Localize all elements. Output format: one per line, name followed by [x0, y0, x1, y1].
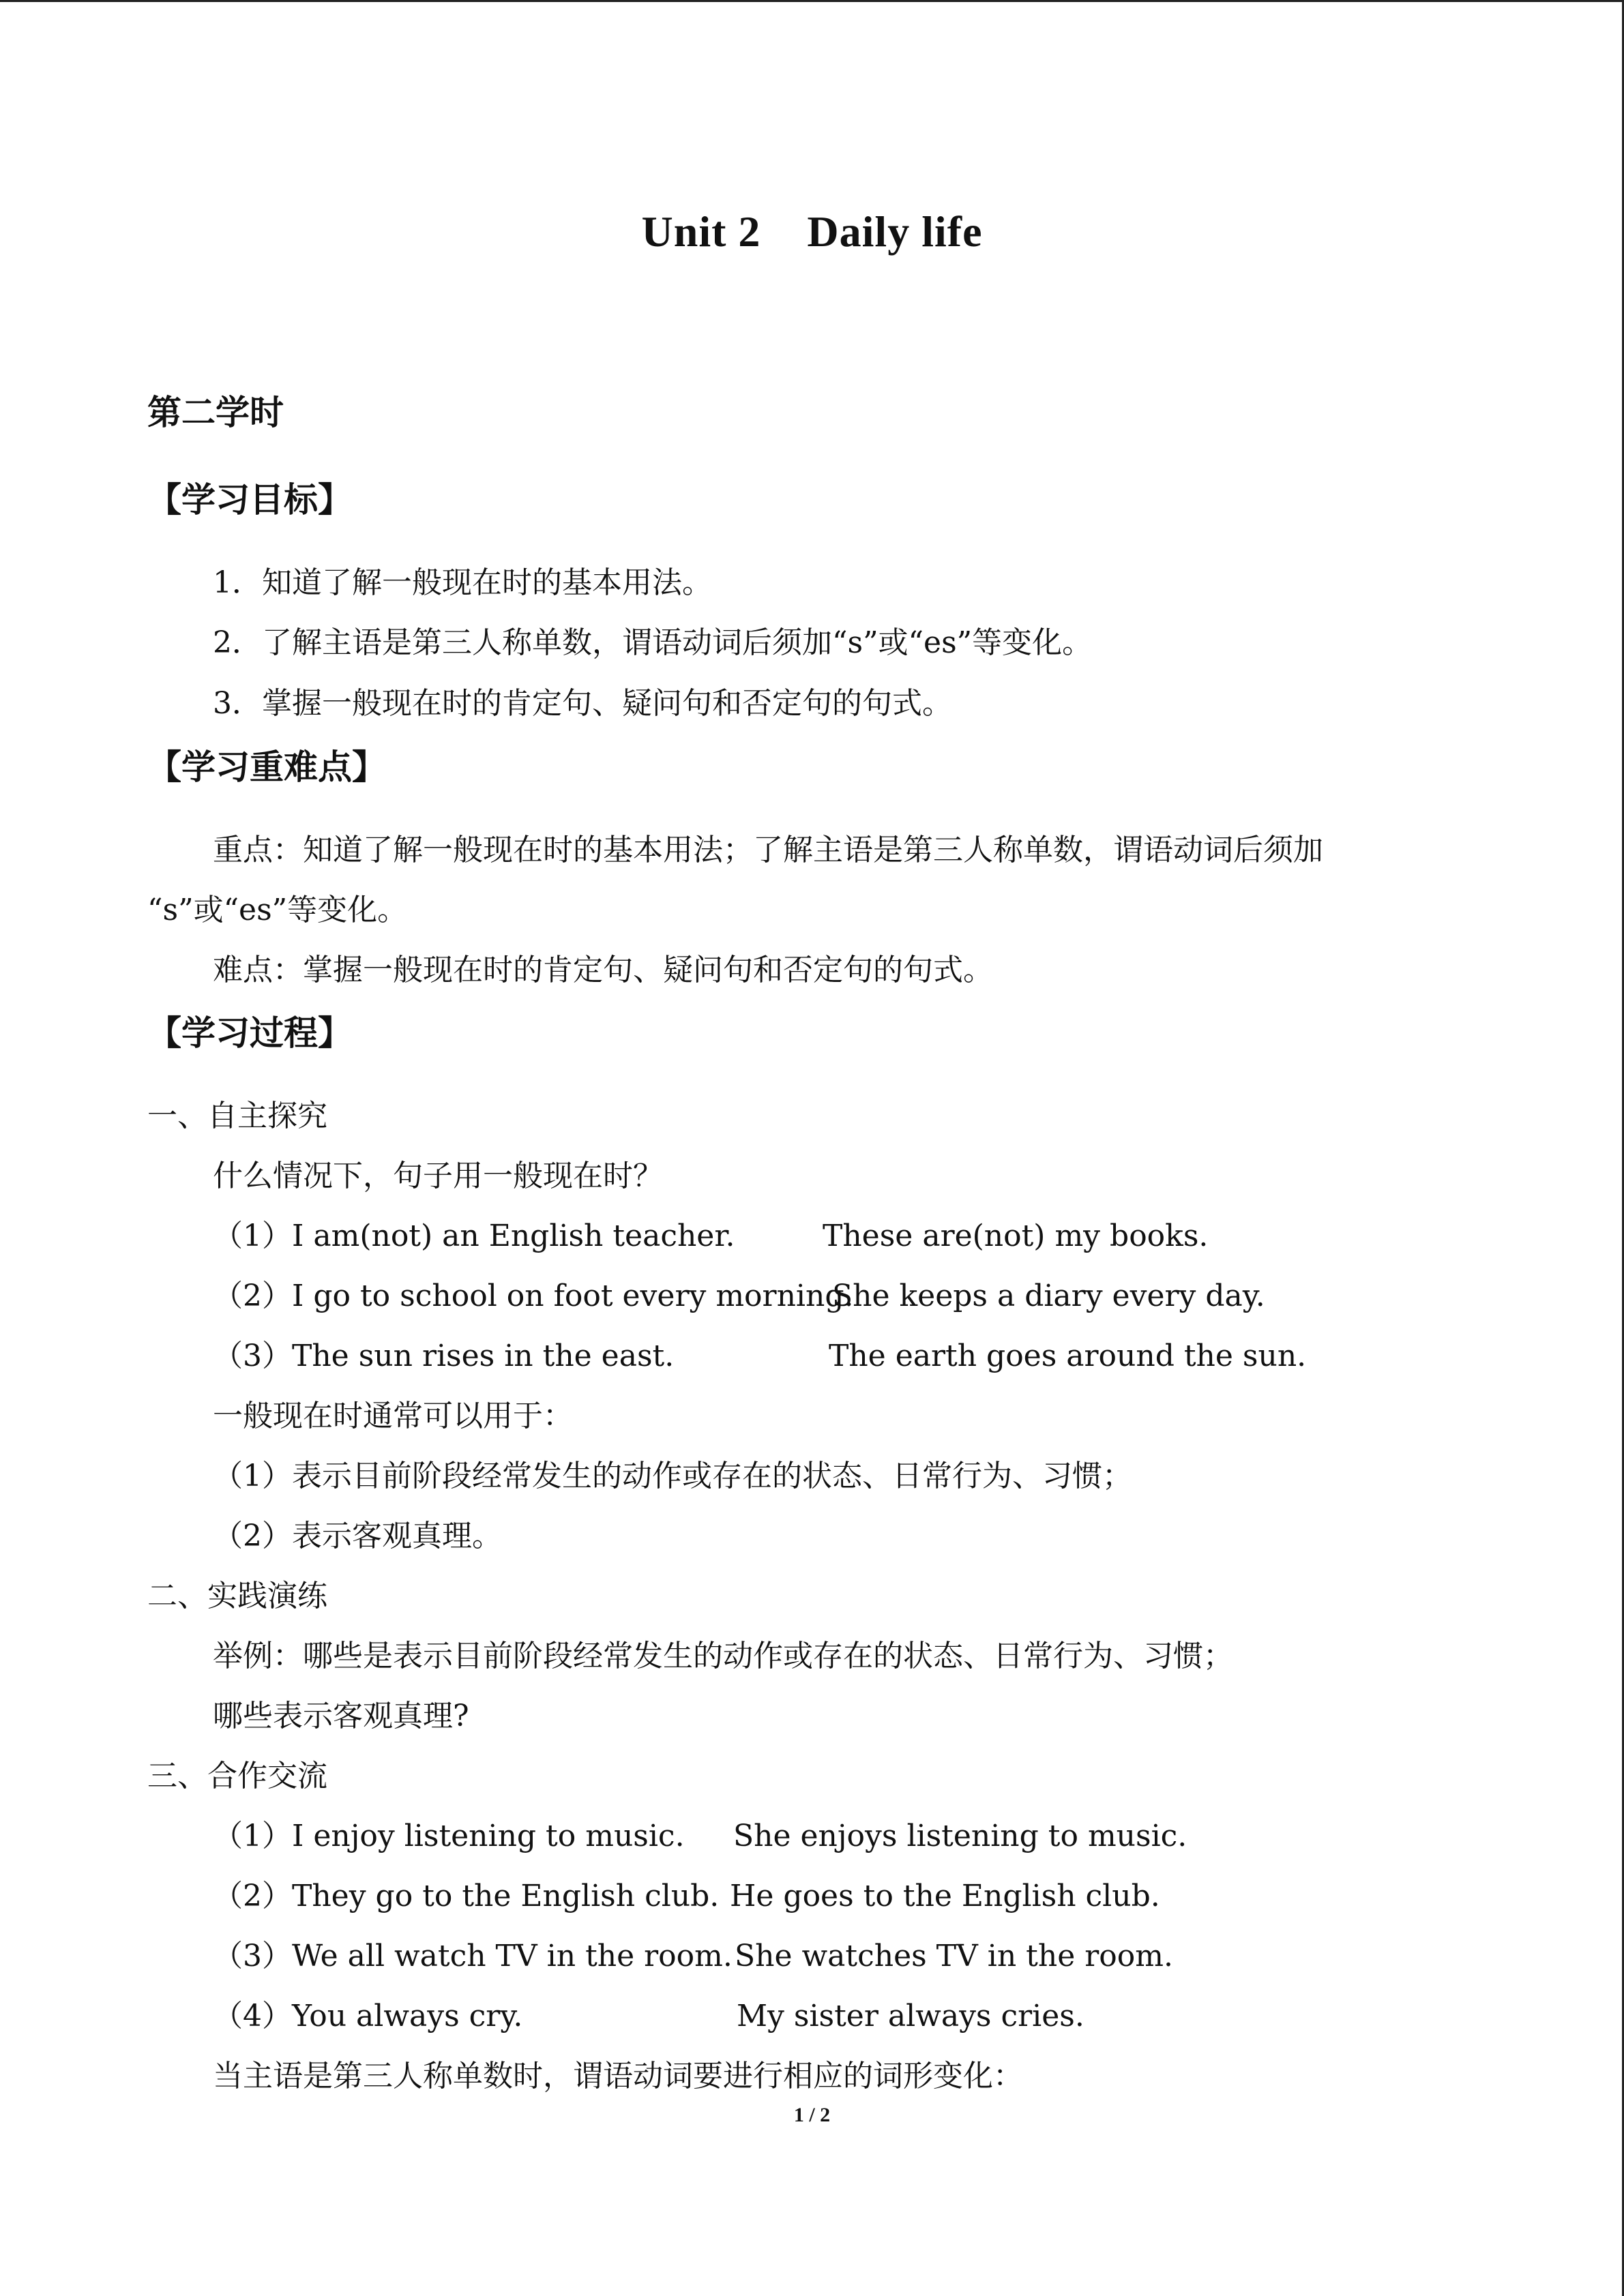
example-left: （2）They go to the English club. — [213, 1879, 720, 1913]
example-left: （1）I enjoy listening to music. — [213, 1819, 685, 1853]
usage-item: （2）表示客观真理。 — [213, 1519, 502, 1553]
part2-heading: 二、实践演练 — [147, 1579, 327, 1613]
example-right: My sister always cries. — [737, 1999, 1084, 2033]
goals-heading: 【学习目标】 — [147, 479, 352, 520]
difficulty-text: 难点：掌握一般现在时的肯定句、疑问句和否定句的句式。 — [213, 953, 993, 987]
example-left: （3）The sun rises in the east. — [213, 1339, 675, 1373]
page-indicator: 1 / 2 — [793, 2104, 831, 2126]
example-left: （3）We all watch TV in the room. — [213, 1939, 733, 1973]
process-heading: 【学习过程】 — [147, 1013, 352, 1053]
focus-text-continued: “s”或“es”等变化。 — [147, 893, 408, 927]
example-right: She keeps a diary every day. — [832, 1279, 1265, 1313]
example-right: The earth goes around the sun. — [829, 1339, 1307, 1373]
example-right: She watches TV in the room. — [735, 1939, 1173, 1973]
part1-question: 什么情况下，句子用一般现在时？ — [213, 1159, 663, 1193]
part1-heading: 一、自主探究 — [147, 1099, 327, 1133]
part2-text: 哪些表示客观真理? — [213, 1699, 469, 1733]
part3-conclusion: 当主语是第三人称单数时，谓语动词要进行相应的词形变化： — [213, 2059, 1023, 2093]
part2-text: 举例：哪些是表示目前阶段经常发生的动作或存在的状态、日常行为、习惯； — [213, 1639, 1233, 1673]
example-left: （1）I am(not) an English teacher. — [213, 1219, 735, 1253]
lesson-label: 第二学时 — [147, 392, 284, 432]
part3-heading: 三、合作交流 — [147, 1759, 327, 1793]
example-right: These are(not) my books. — [823, 1219, 1209, 1253]
focus-text: 重点：知道了解一般现在时的基本用法；了解主语是第三人称单数，谓语动词后须加 — [213, 833, 1323, 867]
example-left: （2）I go to school on foot every morning. — [213, 1279, 854, 1313]
usage-intro: 一般现在时通常可以用于： — [213, 1399, 573, 1433]
goal-item: 1．知道了解一般现在时的基本用法。 — [213, 565, 712, 600]
goal-item: 3．掌握一般现在时的肯定句、疑问句和否定句的句式。 — [213, 686, 952, 721]
example-right: He goes to the English club. — [730, 1879, 1160, 1913]
example-left: （4）You always cry. — [213, 1999, 523, 2033]
document-title: Unit 2 Daily life — [641, 207, 983, 256]
usage-item: （1）表示目前阶段经常发生的动作或存在的状态、日常行为、习惯； — [213, 1459, 1132, 1493]
goal-item: 2．了解主语是第三人称单数，谓语动词后须加“s”或“es”等变化。 — [213, 625, 1093, 660]
keypoints-heading: 【学习重难点】 — [147, 747, 386, 787]
example-right: She enjoys listening to music. — [733, 1819, 1187, 1853]
